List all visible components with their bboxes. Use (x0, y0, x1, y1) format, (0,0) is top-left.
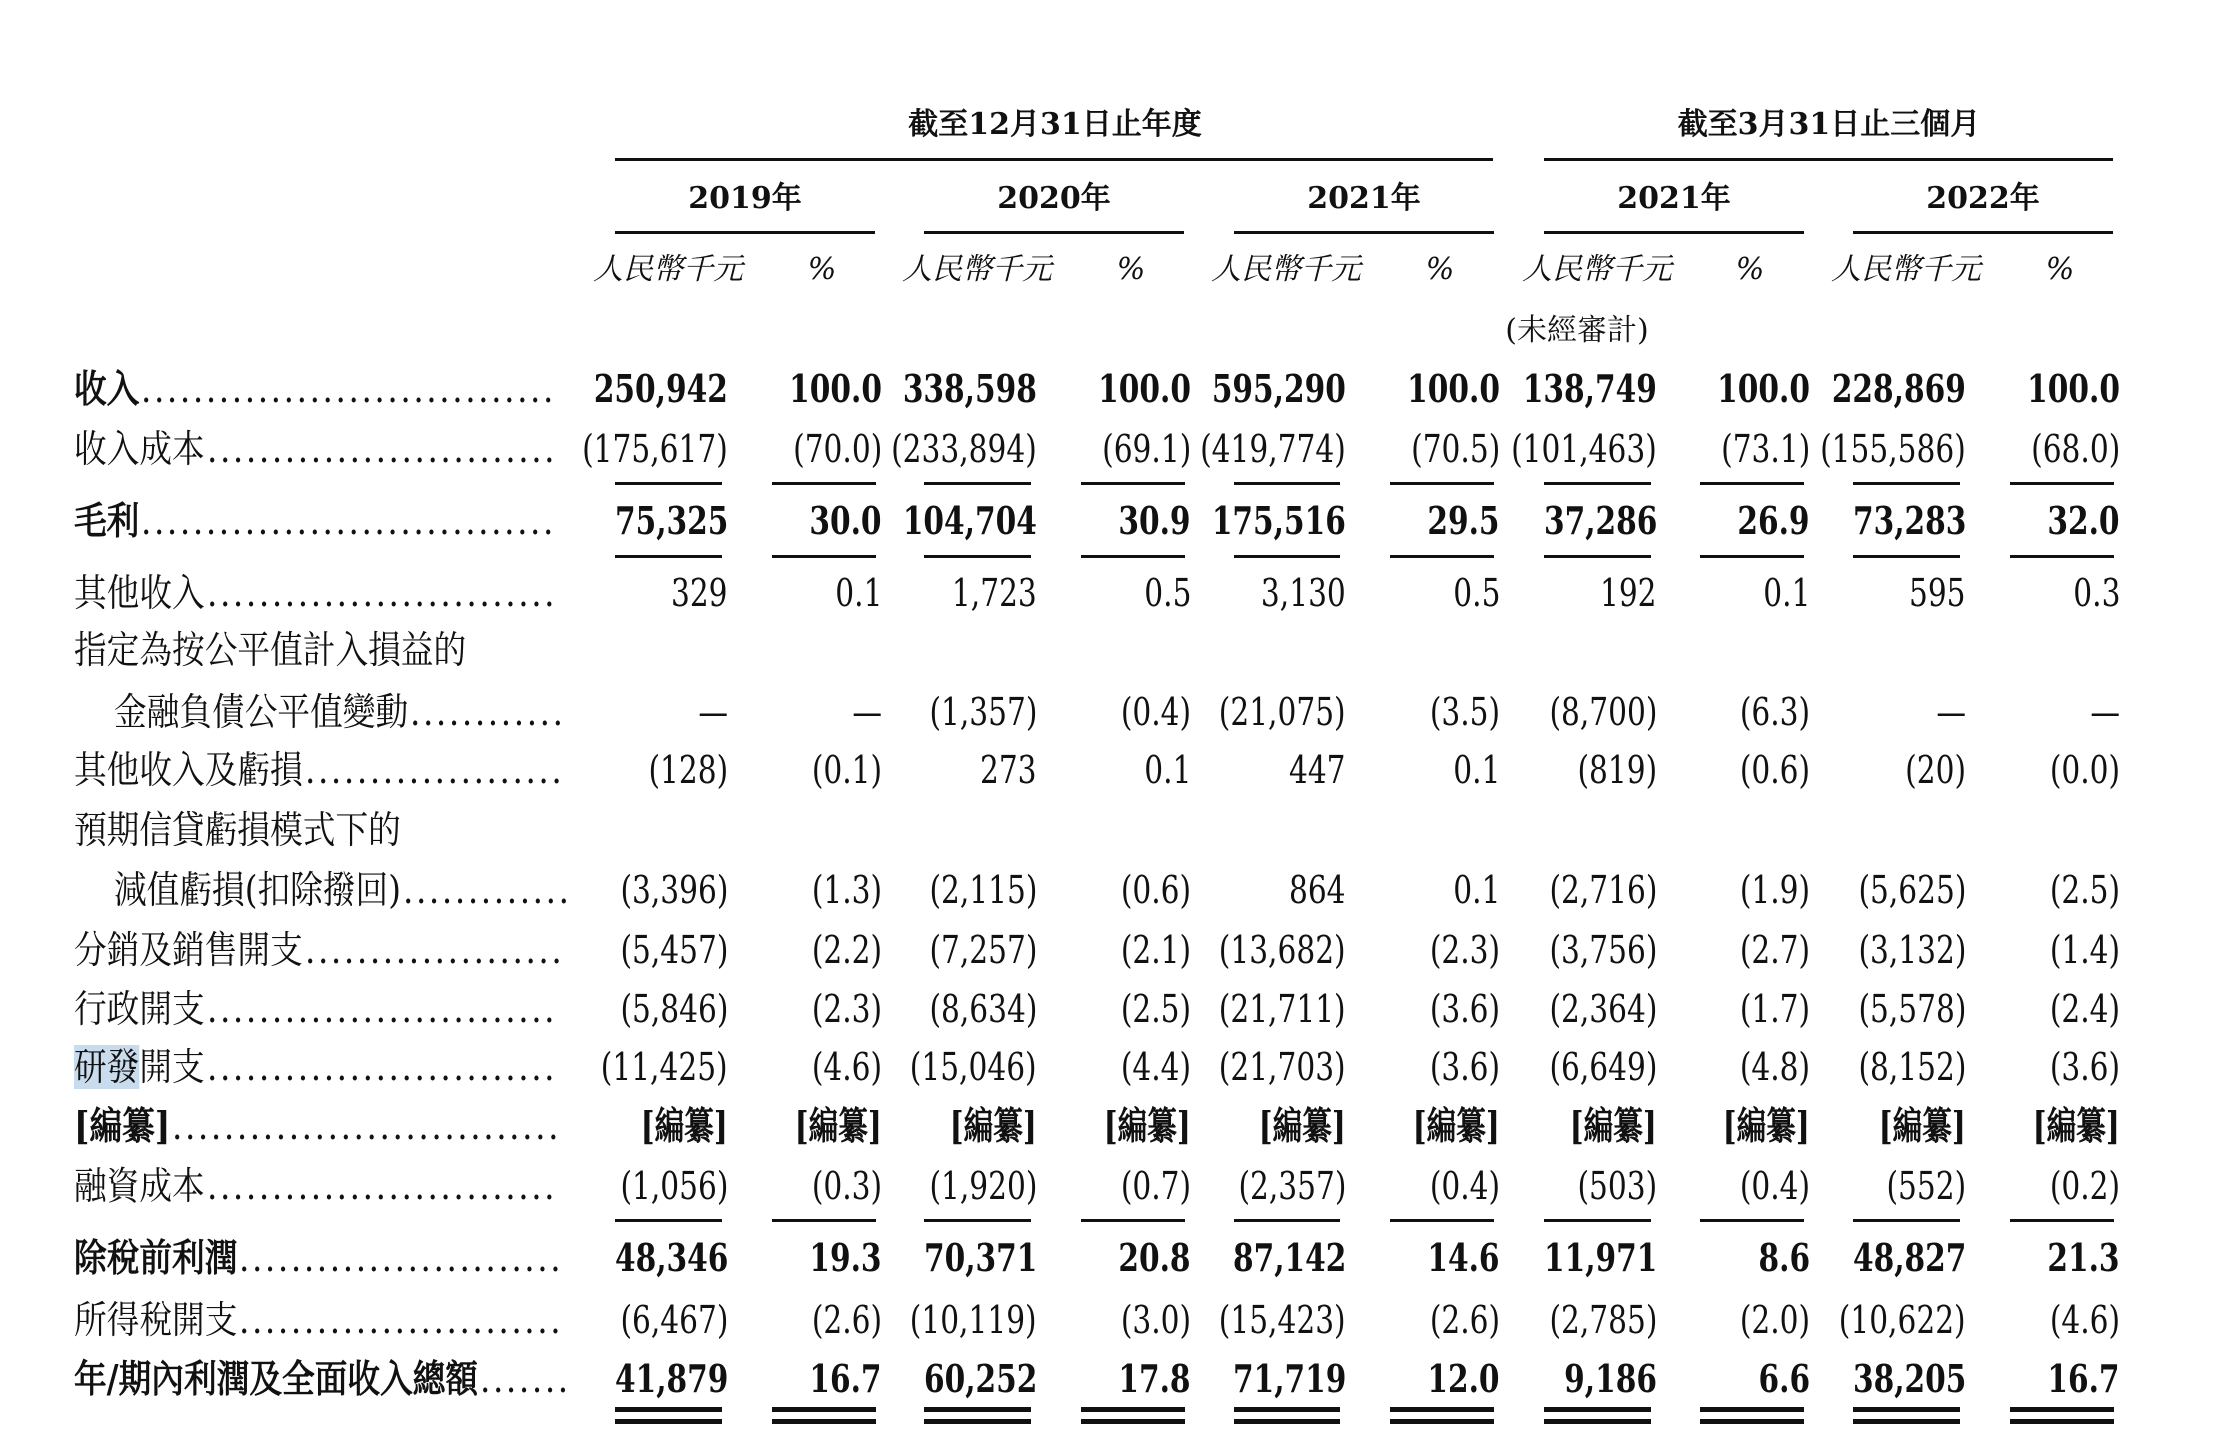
cell-value: (21,703) (1219, 1045, 1346, 1089)
cell-value: (4.6) (2049, 1298, 2120, 1342)
cell-value: (5,578) (1858, 987, 1966, 1031)
header-year-group-rule (615, 158, 1493, 161)
row-label-text: 除稅前利潤 (74, 1235, 238, 1280)
row-label (74, 987, 205, 1031)
cell-value: (4.6) (811, 1045, 882, 1089)
period-header: 2020年 (997, 181, 1111, 216)
row-label-text: 收入成本 (74, 427, 205, 471)
cell-value: (2,716) (1549, 868, 1657, 912)
row-label-text: 其他收入 (74, 571, 205, 615)
cell-value: 0.1 (1452, 868, 1500, 912)
cell-value: (3.5) (1429, 690, 1500, 734)
period-header-rule (924, 231, 1184, 234)
cell-value: 75,325 (614, 498, 728, 543)
row-label (74, 928, 303, 972)
cell-value: [編纂] (1878, 1103, 1966, 1148)
cell-value: (2.5) (2049, 868, 2120, 912)
cell-value: 19.3 (809, 1235, 882, 1280)
period-header: 2021年 (1307, 181, 1421, 216)
cell-value: 17.8 (1118, 1356, 1191, 1401)
cell-value: 30.9 (1118, 498, 1191, 543)
cell-value: 16.7 (809, 1356, 882, 1401)
cell-value: (3.6) (2049, 1045, 2120, 1089)
cell-value: (15,423) (1219, 1298, 1346, 1342)
cell-value: 12.0 (1427, 1356, 1500, 1401)
cell-value: (155,586) (1820, 427, 1966, 471)
cell-value: (3,756) (1549, 928, 1657, 972)
cell-value: (3.0) (1120, 1298, 1191, 1342)
cell-value: 100.0 (1717, 366, 1810, 411)
gross-profit-rule (924, 555, 1031, 558)
row-label (74, 1164, 205, 1208)
cell-value: (21,711) (1219, 987, 1346, 1031)
cell-value: (2.7) (1739, 928, 1810, 972)
cell-value: — (698, 690, 728, 734)
total-double-rule (2010, 1407, 2114, 1412)
row-label-text: 金融負債公平值變動 (114, 690, 409, 734)
total-double-rule (1544, 1407, 1651, 1412)
row-label-text: 毛利 (74, 498, 140, 543)
row-label (74, 748, 303, 792)
cell-value: 6.6 (1758, 1356, 1810, 1401)
cell-value: 9,186 (1564, 1356, 1657, 1401)
cell-value: 70,371 (923, 1235, 1037, 1280)
header-quarter-group-rule (1544, 158, 2113, 161)
total-double-rule (924, 1407, 1031, 1412)
gross-profit-rule (1081, 555, 1185, 558)
pre-tax-rule (1390, 1219, 1494, 1222)
unit-amount: 人民幣千元 (902, 252, 1052, 287)
subtotal-rule (772, 482, 876, 485)
cell-value: 3,130 (1261, 571, 1346, 615)
leader-dots: ........................... (206, 571, 557, 615)
cell-value: 0.3 (2072, 571, 2120, 615)
pre-tax-rule (1234, 1219, 1340, 1222)
cell-value: (2,357) (1238, 1164, 1346, 1208)
gross-profit-rule (2010, 555, 2114, 558)
cell-value: (11,425) (601, 1045, 728, 1089)
cell-value: (233,894) (891, 427, 1037, 471)
gross-profit-rule (1234, 555, 1340, 558)
cell-value: (8,634) (929, 987, 1037, 1031)
cell-value: (0.3) (811, 1164, 882, 1208)
header-quarter-group: 截至3月31日止三個月 (1677, 107, 1981, 142)
cell-value: (2.6) (811, 1298, 882, 1342)
cell-value: 595 (1909, 571, 1966, 615)
gross-profit-rule (1853, 555, 1960, 558)
total-double-rule (1544, 1419, 1651, 1424)
total-double-rule (924, 1419, 1031, 1424)
total-double-rule (615, 1407, 722, 1412)
row-label-text: 融資成本 (74, 1164, 205, 1208)
cell-value: — (2090, 690, 2120, 734)
row-label (74, 1103, 171, 1148)
cell-value: (5,846) (620, 987, 728, 1031)
leader-dots: ......................... (239, 1298, 564, 1342)
unit-amount: 人民幣千元 (1522, 252, 1672, 287)
gross-profit-rule (1700, 555, 1804, 558)
cell-value: 0.1 (1762, 571, 1810, 615)
total-double-rule (1234, 1407, 1340, 1412)
row-label (74, 1235, 238, 1280)
cell-value: (70.0) (792, 427, 882, 471)
unit-percent: % (1116, 252, 1146, 287)
highlighted-text: 研發 (74, 1045, 140, 1089)
subtotal-rule (2010, 482, 2114, 485)
cell-value: (5,457) (620, 928, 728, 972)
period-header-rule (1234, 231, 1494, 234)
cell-value: 0.5 (1452, 571, 1500, 615)
unit-amount: 人民幣千元 (1831, 252, 1981, 287)
row-label (74, 427, 205, 471)
cell-value: (0.4) (1739, 1164, 1810, 1208)
period-header: 2019年 (688, 181, 802, 216)
row-label-text: 所得稅開支 (74, 1298, 238, 1342)
gross-profit-rule (1544, 555, 1651, 558)
unit-percent: % (807, 252, 837, 287)
pre-tax-rule (2010, 1219, 2114, 1222)
cell-value: 87,142 (1232, 1235, 1346, 1280)
row-label-text: [編纂] (74, 1103, 171, 1148)
cell-value: — (1936, 690, 1966, 734)
subtotal-rule (1081, 482, 1185, 485)
cell-value: (3,132) (1858, 928, 1966, 972)
cell-value: (503) (1577, 1164, 1657, 1208)
leader-dots: .................... (304, 928, 565, 972)
cell-value: (0.4) (1120, 690, 1191, 734)
gross-profit-rule (1390, 555, 1494, 558)
cell-value: 329 (671, 571, 728, 615)
cell-value: (7,257) (929, 928, 1037, 972)
total-double-rule (1853, 1419, 1960, 1424)
total-double-rule (1700, 1407, 1804, 1412)
cell-value: (0.0) (2049, 748, 2120, 792)
total-double-rule (1700, 1419, 1804, 1424)
cell-value: (2.1) (1120, 928, 1191, 972)
total-double-rule (1853, 1407, 1960, 1412)
unit-percent: % (1735, 252, 1765, 287)
row-label-text: 減值虧損(扣除撥回) (114, 868, 401, 912)
row-label-text: 年/期內利潤及全面收入總額 (74, 1356, 479, 1401)
cell-value: 8.6 (1758, 1235, 1810, 1280)
cell-value: (1,357) (929, 690, 1037, 734)
row-label (74, 1298, 238, 1342)
cell-value: (21,075) (1219, 690, 1346, 734)
cell-value: [編纂] (640, 1103, 728, 1148)
cell-value: [編纂] (794, 1103, 882, 1148)
cell-value: (69.1) (1101, 427, 1191, 471)
cell-value: (3.6) (1429, 987, 1500, 1031)
cell-value: (2.3) (1429, 928, 1500, 972)
cell-value: (8,700) (1549, 690, 1657, 734)
row-label (74, 1045, 205, 1089)
cell-value: 60,252 (923, 1356, 1037, 1401)
row-label (74, 1356, 479, 1401)
cell-value: (3,396) (620, 868, 728, 912)
row-label-text: 預期信貸虧損模式下的 (74, 808, 401, 852)
row-label (74, 498, 140, 543)
cell-value: (1.4) (2049, 928, 2120, 972)
pre-tax-rule (772, 1219, 876, 1222)
cell-value: (1,056) (620, 1164, 728, 1208)
cell-value: 447 (1289, 748, 1346, 792)
cell-value: (2.4) (2049, 987, 2120, 1031)
cell-value: (4.8) (1739, 1045, 1810, 1089)
cell-value: 175,516 (1211, 498, 1346, 543)
cell-value: 1,723 (952, 571, 1037, 615)
gross-profit-rule (615, 555, 722, 558)
pre-tax-rule (1544, 1219, 1651, 1222)
row-label-rest: 開支 (139, 1045, 205, 1089)
total-double-rule (1081, 1419, 1185, 1424)
leader-dots: ........................... (206, 427, 557, 471)
total-double-rule (1234, 1419, 1340, 1424)
cell-value: 21.3 (2047, 1235, 2120, 1280)
cell-value: 192 (1600, 571, 1657, 615)
cell-value: (2.5) (1120, 987, 1191, 1031)
cell-value: (10,119) (910, 1298, 1037, 1342)
cell-value: (101,463) (1511, 427, 1657, 471)
cell-value: (552) (1886, 1164, 1966, 1208)
cell-value: — (852, 690, 882, 734)
cell-value: 16.7 (2047, 1356, 2120, 1401)
cell-value: [編纂] (1258, 1103, 1346, 1148)
cell-value: [編纂] (949, 1103, 1037, 1148)
cell-value: 273 (980, 748, 1037, 792)
cell-value: (68.0) (2030, 427, 2120, 471)
period-header: 2022年 (1926, 181, 2040, 216)
cell-value: (2.0) (1739, 1298, 1810, 1342)
cell-value: (0.2) (2049, 1164, 2120, 1208)
cell-value: (0.1) (811, 748, 882, 792)
leader-dots: ......................... (239, 1236, 564, 1280)
cell-value: (6,467) (620, 1298, 728, 1342)
row-label-text: 收入 (74, 366, 140, 411)
cell-value: 32.0 (2047, 498, 2120, 543)
cell-value: (2,115) (929, 868, 1037, 912)
total-double-rule (772, 1407, 876, 1412)
subtotal-rule (1853, 482, 1960, 485)
cell-value: (8,152) (1858, 1045, 1966, 1089)
cell-value: (1,920) (929, 1164, 1037, 1208)
row-label (114, 690, 409, 734)
cell-value: (73.1) (1720, 427, 1810, 471)
pre-tax-rule (924, 1219, 1031, 1222)
subtotal-rule (615, 482, 722, 485)
total-double-rule (772, 1419, 876, 1424)
cell-value: (70.5) (1410, 427, 1500, 471)
cell-value: 20.8 (1118, 1235, 1191, 1280)
cell-value: 100.0 (2027, 366, 2120, 411)
cell-value: 0.1 (834, 571, 882, 615)
cell-value: [編纂] (2032, 1103, 2120, 1148)
cell-value: (6.3) (1739, 690, 1810, 734)
cell-value: 26.9 (1737, 498, 1810, 543)
leader-dots: ................................ (141, 367, 557, 411)
cell-value: 71,719 (1232, 1356, 1346, 1401)
leader-dots: ............ (410, 690, 566, 734)
gross-profit-rule (772, 555, 876, 558)
cell-value: [編纂] (1412, 1103, 1500, 1148)
cell-value: 100.0 (789, 366, 882, 411)
cell-value: 38,205 (1852, 1356, 1966, 1401)
row-label (74, 571, 205, 615)
unit-percent: % (2045, 252, 2075, 287)
cell-value: 338,598 (902, 366, 1037, 411)
cell-value: 100.0 (1407, 366, 1500, 411)
total-double-rule (1390, 1419, 1494, 1424)
row-label (74, 628, 467, 672)
row-label-text: 行政開支 (74, 987, 205, 1031)
leader-dots: ........................... (206, 1164, 557, 1208)
cell-value: (0.6) (1120, 868, 1191, 912)
pre-tax-rule (1853, 1219, 1960, 1222)
subtotal-rule (1700, 482, 1804, 485)
unit-amount: 人民幣千元 (593, 252, 743, 287)
cell-value: (15,046) (910, 1045, 1037, 1089)
period-header-rule (1544, 231, 1804, 234)
leader-dots: ........................... (206, 987, 557, 1031)
cell-value: (3.6) (1429, 1045, 1500, 1089)
cell-value: [編纂] (1722, 1103, 1810, 1148)
cell-value: 41,879 (614, 1356, 728, 1401)
period-header-rule (615, 231, 875, 234)
cell-value: [編纂] (1103, 1103, 1191, 1148)
pre-tax-rule (615, 1219, 722, 1222)
cell-value: 864 (1289, 868, 1346, 912)
cell-value: 0.5 (1143, 571, 1191, 615)
cell-value: (0.7) (1120, 1164, 1191, 1208)
cell-value: 228,869 (1831, 366, 1966, 411)
row-label-text: 指定為按公平值計入損益的 (74, 628, 467, 672)
cell-value: (13,682) (1219, 928, 1346, 972)
cell-value: (5,625) (1858, 868, 1966, 912)
cell-value: 11,971 (1543, 1235, 1657, 1280)
cell-value: (419,774) (1200, 427, 1346, 471)
row-label-text: 其他收入及虧損 (74, 748, 303, 792)
cell-value: (1.9) (1739, 868, 1810, 912)
cell-value: (10,622) (1839, 1298, 1966, 1342)
cell-value: (2.3) (811, 987, 882, 1031)
leader-dots: .............................. (172, 1104, 562, 1148)
cell-value: 48,827 (1852, 1235, 1966, 1280)
total-double-rule (1390, 1407, 1494, 1412)
row-label (74, 366, 140, 411)
leader-dots: ............. (402, 868, 572, 912)
subtotal-rule (1390, 482, 1494, 485)
pre-tax-rule (1081, 1219, 1185, 1222)
cell-value: 595,290 (1211, 366, 1346, 411)
cell-value: (2,364) (1549, 987, 1657, 1031)
cell-value: (819) (1577, 748, 1657, 792)
cell-value: 250,942 (593, 366, 728, 411)
pre-tax-rule (1700, 1219, 1804, 1222)
leader-dots: ........................... (206, 1045, 557, 1089)
total-double-rule (615, 1419, 722, 1424)
cell-value: 48,346 (614, 1235, 728, 1280)
cell-value: (2.6) (1429, 1298, 1500, 1342)
total-double-rule (1081, 1407, 1185, 1412)
cell-value: 37,286 (1543, 498, 1657, 543)
period-header: 2021年 (1617, 181, 1731, 216)
unaudited-note: (未經審計) (1505, 313, 1649, 348)
row-label (114, 868, 401, 912)
cell-value: (20) (1905, 748, 1966, 792)
cell-value: (128) (648, 748, 728, 792)
unit-percent: % (1425, 252, 1455, 287)
period-header-rule (1853, 231, 2113, 234)
leader-dots: .................... (304, 748, 565, 792)
cell-value: 0.1 (1452, 748, 1500, 792)
cell-value: (175,617) (582, 427, 728, 471)
cell-value: (0.6) (1739, 748, 1810, 792)
total-double-rule (2010, 1419, 2114, 1424)
cell-value: [編纂] (1569, 1103, 1657, 1148)
leader-dots: ....... (480, 1357, 571, 1401)
subtotal-rule (924, 482, 1031, 485)
cell-value: 14.6 (1427, 1235, 1500, 1280)
cell-value: 29.5 (1427, 498, 1500, 543)
cell-value: 138,749 (1522, 366, 1657, 411)
leader-dots: ................................ (141, 499, 557, 543)
cell-value: (6,649) (1549, 1045, 1657, 1089)
row-label (74, 808, 401, 852)
cell-value: 73,283 (1852, 498, 1966, 543)
cell-value: (4.4) (1120, 1045, 1191, 1089)
row-label-text: 分銷及銷售開支 (74, 928, 303, 972)
cell-value: 100.0 (1098, 366, 1191, 411)
cell-value: (0.4) (1429, 1164, 1500, 1208)
subtotal-rule (1234, 482, 1340, 485)
cell-value: 104,704 (902, 498, 1037, 543)
header-year-group: 截至12月31日止年度 (908, 107, 1202, 142)
unit-amount: 人民幣千元 (1211, 252, 1361, 287)
cell-value: (2.2) (811, 928, 882, 972)
cell-value: 30.0 (809, 498, 882, 543)
subtotal-rule (1544, 482, 1651, 485)
cell-value: 0.1 (1143, 748, 1191, 792)
cell-value: (1.3) (811, 868, 882, 912)
cell-value: (2,785) (1549, 1298, 1657, 1342)
cell-value: (1.7) (1739, 987, 1810, 1031)
